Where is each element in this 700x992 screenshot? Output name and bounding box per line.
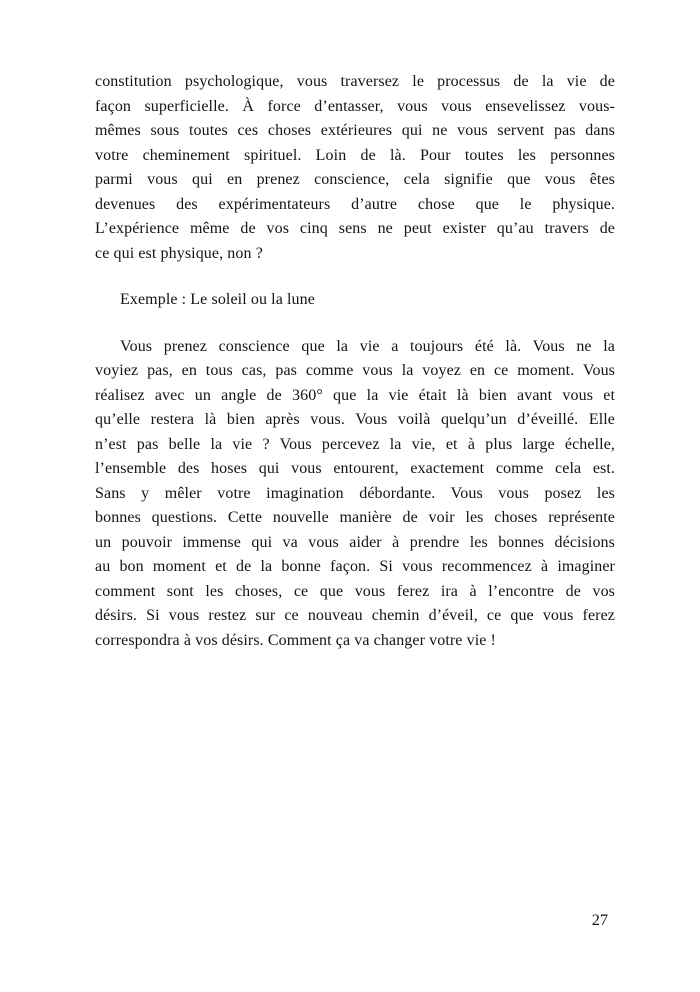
text-line: Exemple : Le soleil ou la lune bbox=[120, 291, 315, 308]
text-line: l’ensemble des hoses qui vous entourent, exactement comme cela est. bbox=[95, 460, 615, 477]
text-line: bonnes questions. Cette nouvelle manière de voir les choses représente bbox=[95, 509, 615, 526]
text-line: correspondra à vos désirs. Comment ça va changer votre vie ! bbox=[95, 631, 496, 649]
text-line: votre cheminement spirituel. Loin de là. Pour toutes les personnes bbox=[95, 146, 615, 164]
text-line: Vous prenez conscience que la vie a toujours été là. Vous ne la bbox=[120, 337, 615, 355]
text-line: devenues des expérimentateurs d’autre chose que le physique. bbox=[95, 195, 615, 213]
text-line: au bon moment et de la bonne façon. Si vous recommencez à imaginer bbox=[95, 558, 615, 575]
paragraph-3 bbox=[95, 335, 615, 654]
text-line: mêmes sous toutes ces choses extérieures qui ne vous servent pas dans bbox=[95, 122, 615, 139]
paragraph-2 bbox=[95, 288, 615, 313]
text-line: réalisez avec un angle de 360° que la vie était là bien avant vous et bbox=[95, 386, 615, 404]
text-line: un pouvoir immense qui va vous aider à prendre les bonnes décisions bbox=[95, 533, 615, 551]
text-line: parmi vous qui en prenez conscience, cela signifie que vous êtes bbox=[95, 171, 615, 188]
text-line: qu’elle restera là bien après vous. Vous voilà quelqu’un d’éveillé. Elle bbox=[95, 411, 615, 428]
text-line: Sans y mêler votre imagination débordante. Vous vous posez les bbox=[95, 484, 615, 502]
text-line: ce qui est physique, non ? bbox=[95, 244, 263, 262]
text-line: comment sont les choses, ce que vous ferez ira à l’encontre de vos bbox=[95, 582, 615, 600]
text-line: voyiez pas, en tous cas, pas comme vous la voyez en ce moment. Vous bbox=[95, 362, 615, 379]
text-line: désirs. Si vous restez sur ce nouveau chemin d’éveil, ce que vous ferez bbox=[95, 607, 615, 624]
text-line: n’est pas belle la vie ? Vous percevez la vie, et à plus large échelle, bbox=[95, 435, 615, 453]
page-number: 27 bbox=[591, 910, 608, 929]
text-line: L’expérience même de vos cinq sens ne peut exister qu’au travers de bbox=[95, 220, 615, 237]
text-block bbox=[95, 70, 615, 653]
paragraph-1 bbox=[95, 70, 615, 266]
text-line: constitution psychologique, vous traversez le processus de la vie de bbox=[95, 73, 615, 90]
text-line: façon superficielle. À force d’entasser, vous vous ensevelissez vous- bbox=[95, 97, 615, 115]
